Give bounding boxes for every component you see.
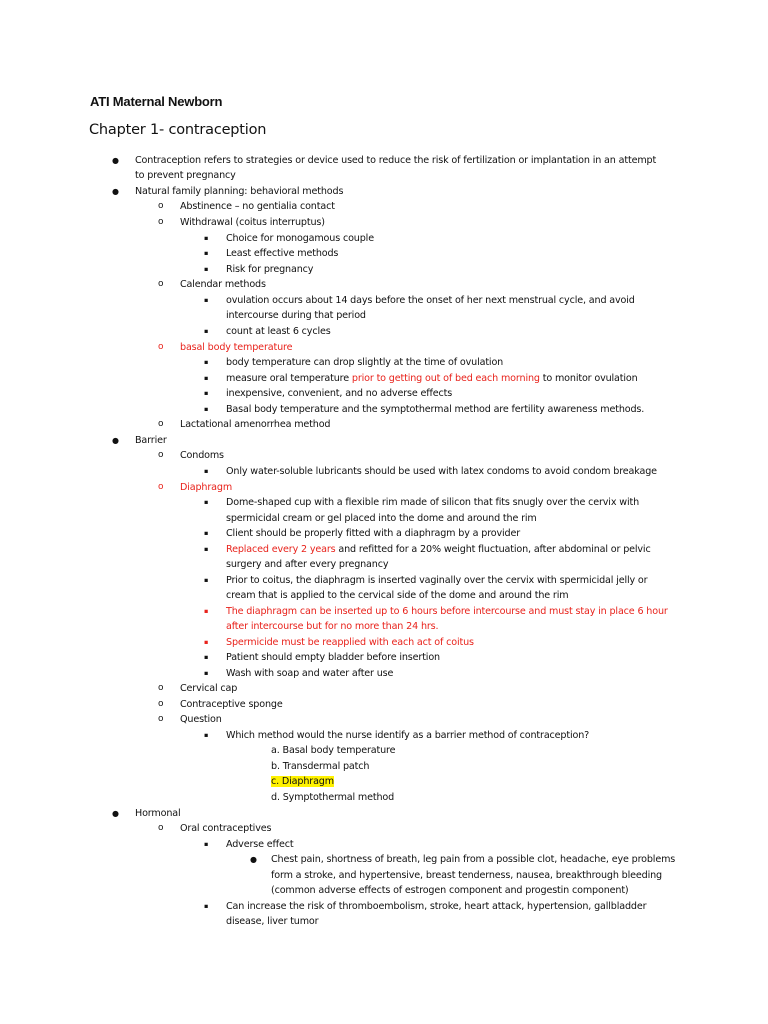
list-item: Choice for monogamous couple bbox=[226, 233, 374, 244]
answer-option-a: a. Basal body temperature bbox=[271, 745, 396, 756]
text-run: measure oral temperature bbox=[226, 373, 352, 384]
list-item-continued: intercourse during that period bbox=[226, 310, 366, 321]
bullet-level3: ▪ bbox=[204, 327, 209, 335]
bullet-level3: ▪ bbox=[204, 576, 209, 584]
bullet-level3: ▪ bbox=[204, 234, 209, 242]
list-item-emphasis: The diaphragm can be inserted up to 6 hours before intercourse and must stay in place 6 hour bbox=[226, 606, 668, 617]
bullet-level2: o bbox=[158, 419, 164, 429]
bullet-level3: ▪ bbox=[204, 731, 209, 739]
list-item: Least effective methods bbox=[226, 248, 339, 259]
list-item: Basal body temperature and the symptothermal method are fertility awareness methods. bbox=[226, 404, 645, 415]
bullet-level3: ▪ bbox=[204, 249, 209, 257]
list-item: Only water-soluble lubricants should be used with latex condoms to avoid condom breakage bbox=[226, 466, 657, 477]
list-item: Question bbox=[180, 714, 222, 725]
list-item-continued: spermicidal cream or gel placed into the dome and around the rim bbox=[226, 513, 537, 524]
bullet-level2: o bbox=[158, 482, 164, 492]
bullet-level2: o bbox=[158, 714, 164, 724]
list-item: Chest pain, shortness of breath, leg pain from a possible clot, headache, eye problems bbox=[271, 854, 676, 865]
bullet-level1: ● bbox=[112, 436, 119, 445]
bullet-level1: ● bbox=[112, 187, 119, 196]
list-item-continued: form a stroke, and hypertensive, breast tenderness, nausea, breakthrough bleeding bbox=[271, 870, 662, 881]
text-run-emphasis: Replaced every 2 years bbox=[226, 544, 336, 555]
bullet-level3: ▪ bbox=[204, 389, 209, 397]
list-item: Adverse effect bbox=[226, 839, 294, 850]
list-item: body temperature can drop slightly at the time of ovulation bbox=[226, 357, 504, 368]
list-item: Client should be properly fitted with a diaphragm by a provider bbox=[226, 528, 521, 539]
list-item: Calendar methods bbox=[180, 279, 266, 290]
bullet-level1: ● bbox=[112, 809, 119, 818]
bullet-level2: o bbox=[158, 450, 164, 460]
list-item: Contraception refers to strategies or device used to reduce the risk of fertilization or implantation in an attempt bbox=[135, 155, 657, 166]
bullet-level3: ▪ bbox=[204, 467, 209, 475]
bullet-level3: ▪ bbox=[204, 653, 209, 661]
bullet-level2: o bbox=[158, 683, 164, 693]
bullet-level3: ▪ bbox=[204, 358, 209, 366]
list-item: Condoms bbox=[180, 450, 224, 461]
list-item: Risk for pregnancy bbox=[226, 264, 314, 275]
list-item-continued: disease, liver tumor bbox=[226, 916, 319, 927]
bullet-level1: ● bbox=[112, 156, 119, 165]
bullet-level3: ▪ bbox=[204, 545, 209, 553]
bullet-level3: ▪ bbox=[204, 265, 209, 273]
bullet-level3: ▪ bbox=[204, 498, 209, 506]
bullet-level4: ● bbox=[250, 855, 257, 864]
question-text: Which method would the nurse identify as a barrier method of contraception? bbox=[226, 730, 590, 741]
list-item: Oral contraceptives bbox=[180, 823, 272, 834]
chapter-heading: Chapter 1- contraception bbox=[89, 122, 267, 138]
text-run: to monitor ovulation bbox=[539, 373, 638, 384]
bullet-level3: ▪ bbox=[204, 296, 209, 304]
list-item-continued: cream that is applied to the cervical side of the dome and around the rim bbox=[226, 590, 569, 601]
bullet-level3: ▪ bbox=[204, 374, 209, 382]
bullet-level3: ▪ bbox=[204, 840, 209, 848]
answer-option-d: d. Symptothermal method bbox=[271, 792, 395, 803]
list-item: Wash with soap and water after use bbox=[226, 668, 394, 679]
answer-option-c bbox=[271, 774, 334, 790]
list-item: inexpensive, convenient, and no adverse effects bbox=[226, 388, 453, 399]
document-title: ATI Maternal Newborn bbox=[90, 94, 223, 109]
bullet-level2: o bbox=[158, 201, 164, 211]
list-item-continued: after intercourse but for no more than 24 hrs. bbox=[226, 621, 439, 632]
list-item: ovulation occurs about 14 days before the onset of her next menstrual cycle, and avoid bbox=[226, 295, 635, 306]
list-item: Lactational amenorrhea method bbox=[180, 419, 331, 430]
bullet-level2: o bbox=[158, 823, 164, 833]
list-item: Prior to coitus, the diaphragm is inserted vaginally over the cervix with spermicidal jelly or bbox=[226, 575, 648, 586]
bullet-level3: ▪ bbox=[204, 902, 209, 910]
bullet-level3: ▪ bbox=[204, 529, 209, 537]
bullet-level2: o bbox=[158, 279, 164, 289]
list-item-continued: (common adverse effects of estrogen component and progestin component) bbox=[271, 885, 629, 896]
list-item-emphasis: basal body temperature bbox=[180, 342, 293, 353]
bullet-level3: ▪ bbox=[204, 607, 209, 615]
bullet-level2: o bbox=[158, 217, 164, 227]
list-item-continued: surgery and after every pregnancy bbox=[226, 559, 389, 570]
bullet-level3: ▪ bbox=[204, 638, 209, 646]
text-run: and refitted for a 20% weight fluctuation, after abdominal or pelvic bbox=[335, 544, 651, 555]
answer-highlight: c. Diaphragm bbox=[271, 776, 334, 787]
list-item-emphasis: Spermicide must be reapplied with each act of coitus bbox=[226, 637, 474, 648]
list-item: count at least 6 cycles bbox=[226, 326, 331, 337]
bullet-level3: ▪ bbox=[204, 405, 209, 413]
list-item: Hormonal bbox=[135, 808, 181, 819]
list-item-emphasis: Diaphragm bbox=[180, 482, 233, 493]
text-run-emphasis: prior to getting out of bed each morning bbox=[351, 373, 540, 384]
bullet-level3: ▪ bbox=[204, 669, 209, 677]
bullet-level2: o bbox=[158, 699, 164, 709]
list-item bbox=[226, 542, 651, 558]
bullet-level2: o bbox=[158, 342, 164, 352]
answer-option-b: b. Transdermal patch bbox=[271, 761, 370, 772]
list-item: Cervical cap bbox=[180, 683, 238, 694]
list-item-continued: to prevent pregnancy bbox=[135, 170, 236, 181]
list-item: Barrier bbox=[135, 435, 167, 446]
list-item: Natural family planning: behavioral methods bbox=[135, 186, 344, 197]
list-item: Can increase the risk of thromboembolism, stroke, heart attack, hypertension, gallbladder bbox=[226, 901, 647, 912]
list-item: Contraceptive sponge bbox=[180, 699, 283, 710]
list-item: Dome-shaped cup with a flexible rim made of silicon that fits snugly over the cervix with bbox=[226, 497, 640, 508]
list-item bbox=[226, 371, 638, 387]
list-item: Abstinence – no gentialia contact bbox=[180, 201, 335, 212]
list-item: Withdrawal (coitus interruptus) bbox=[180, 217, 325, 228]
list-item: Patient should empty bladder before insertion bbox=[226, 652, 440, 663]
